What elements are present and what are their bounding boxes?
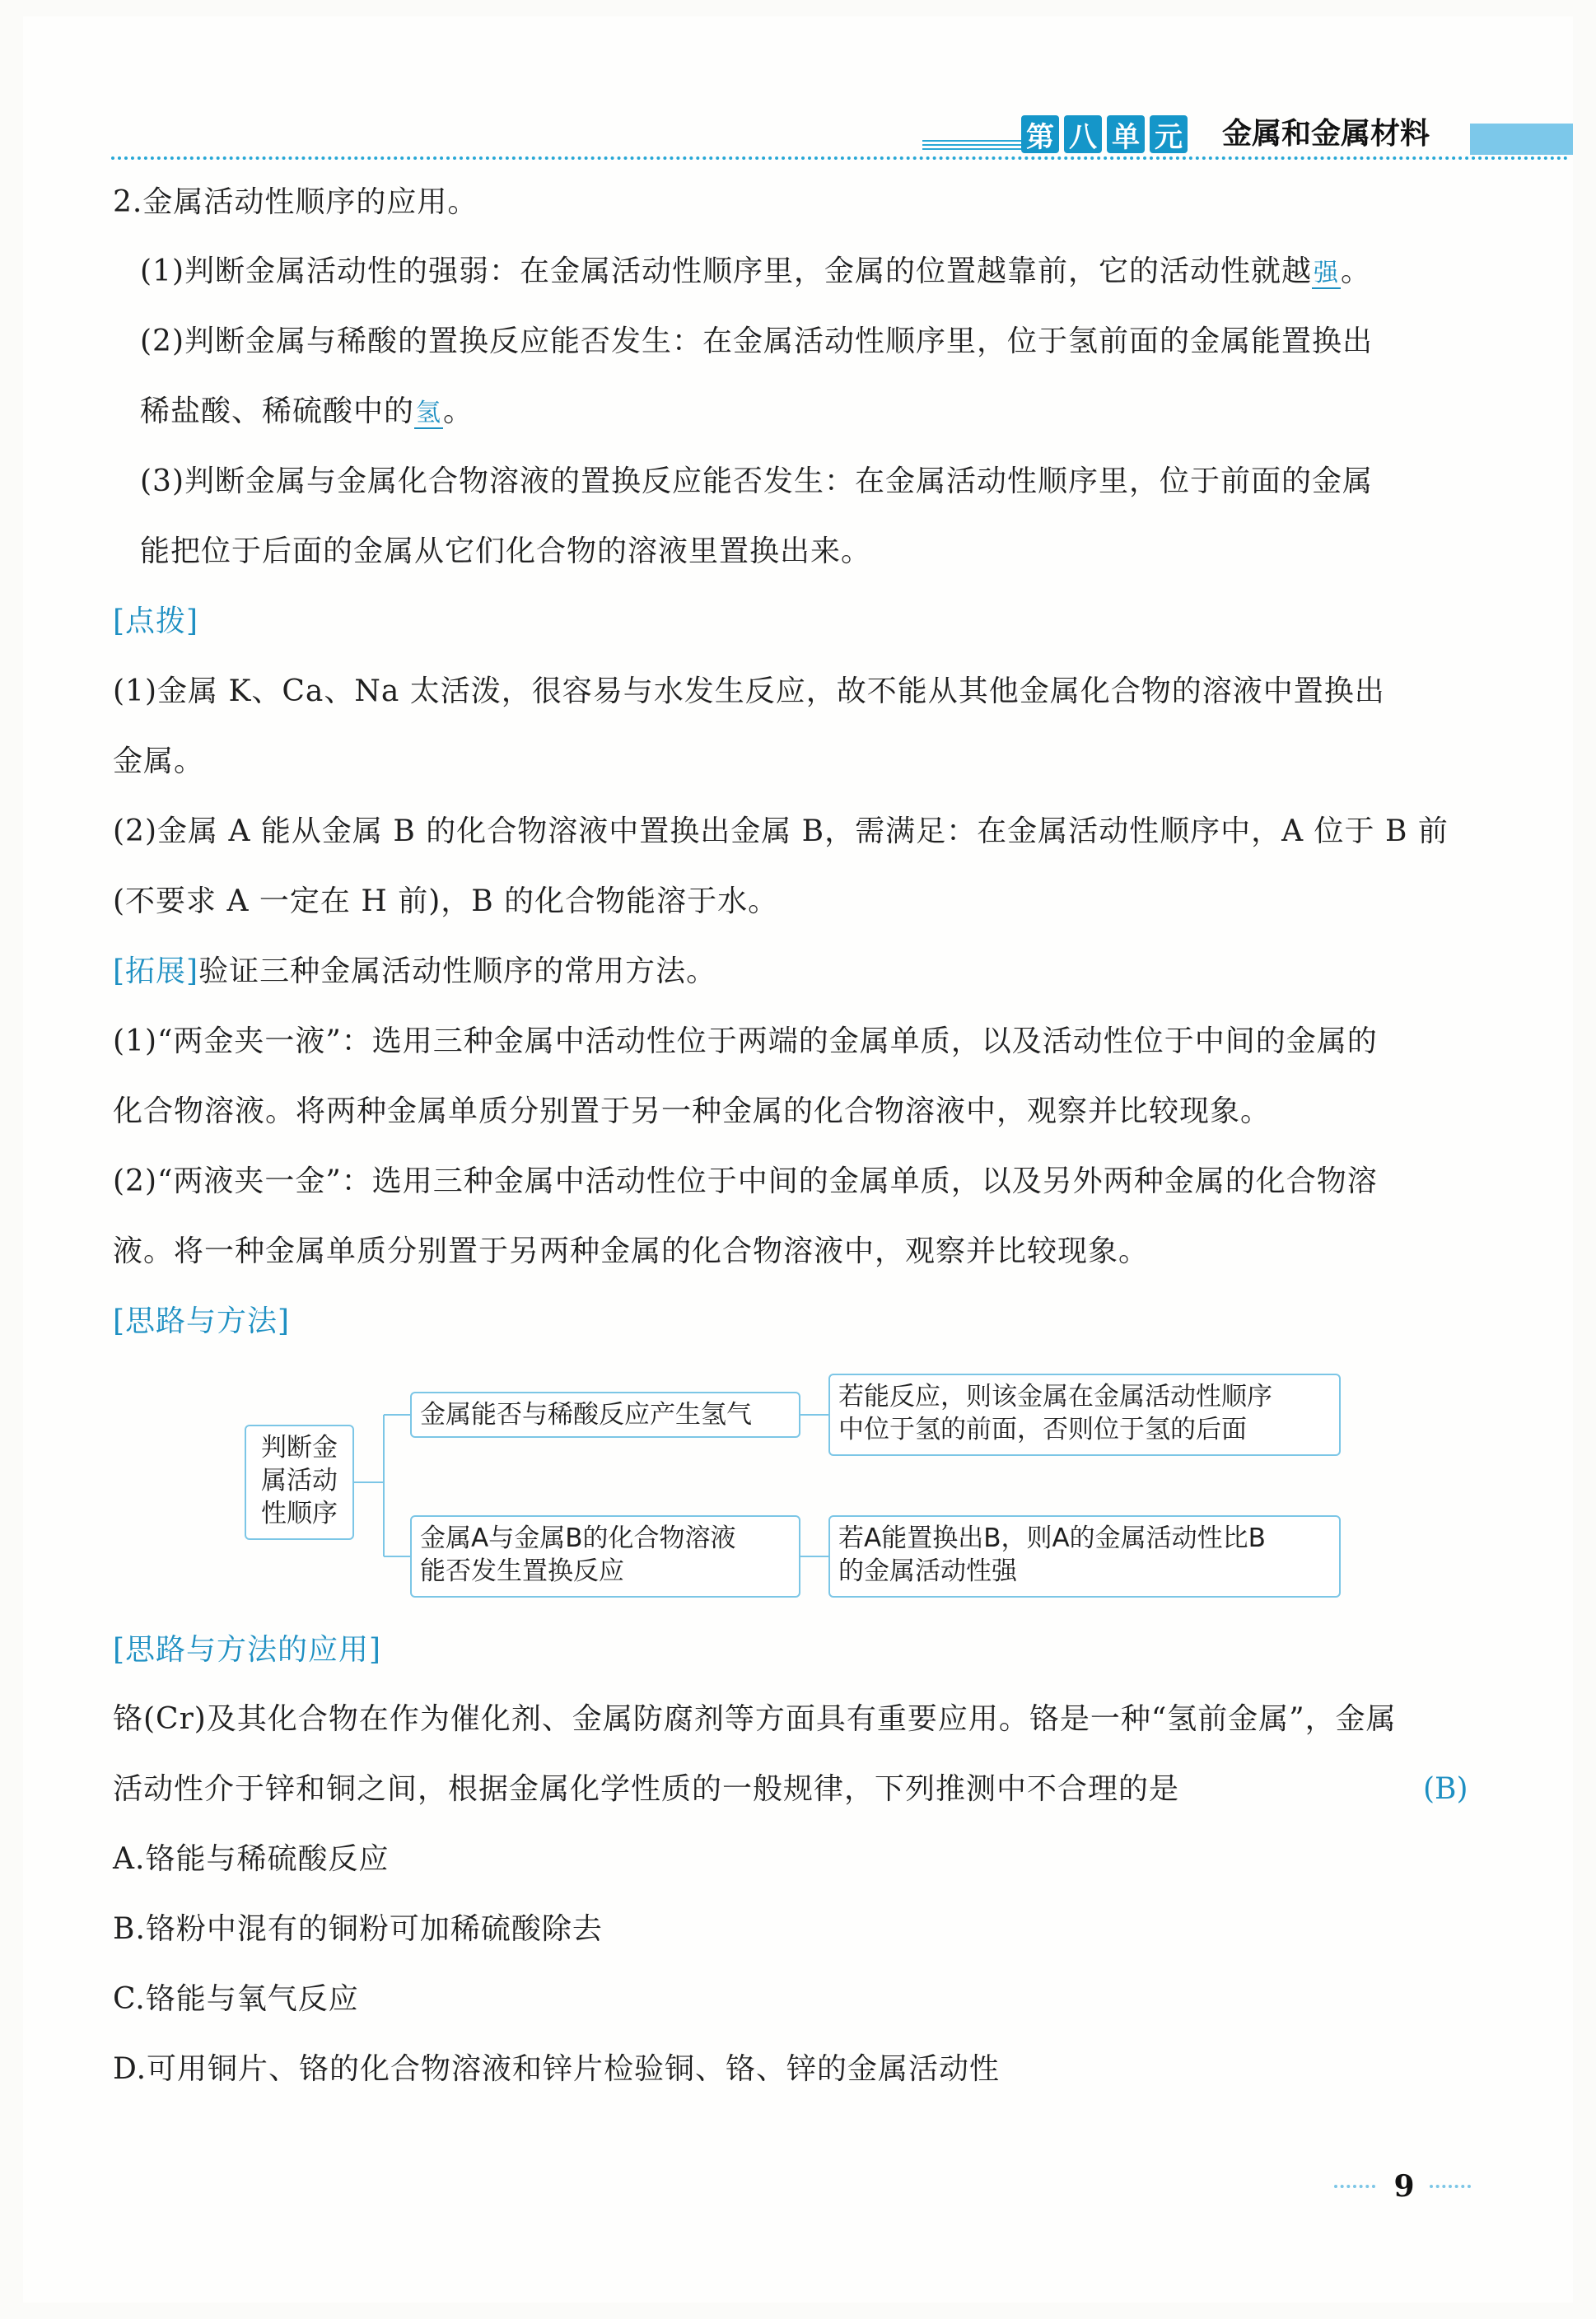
extension-intro: 验证三种金属活动性顺序的常用方法。 (198, 954, 717, 988)
item1-answer: 强 (1314, 259, 1339, 287)
diagram-root: 判断金 属活动 性顺序 (245, 1425, 354, 1540)
extension-p2-line2: 液。将一种金属单质分别置于另两种金属的化合物溶液中，观察并比较现象。 (113, 1234, 1150, 1268)
unit-badge: 元 (1150, 115, 1188, 153)
unit-badge: 八 (1064, 115, 1102, 153)
page-number-dots-right (1430, 2185, 1471, 2188)
section-heading: 2.金属活动性顺序的应用。 (113, 185, 478, 219)
page-number: 9 (1393, 2169, 1415, 2204)
item2-text: 稀盐酸、稀硫酸中的 (140, 394, 415, 428)
option-d: D.可用铜片、铬的化合物溶液和锌片检验铜、铬、锌的金属活动性 (113, 2052, 1001, 2086)
diagram-result2: 若A能置换出B，则A的金属活动性比B 的金属活动性强 (828, 1515, 1341, 1598)
page-number-block (1334, 2166, 1474, 2207)
item1-end: 。 (1341, 254, 1372, 288)
question-line2: 活动性介于锌和铜之间，根据金属化学性质的一般规律，下列推测中不合理的是 (113, 1772, 1180, 1806)
item3-line2: 能把位于后面的金属从它们化合物的溶液里置换出来。 (140, 534, 872, 568)
option-c: C.铬能与氧气反应 (113, 1982, 359, 2016)
option-a: A.铬能与稀硫酸反应 (113, 1842, 390, 1876)
tips-p1-line1: (1)金属 K、Ca、Na 太活泼，很容易与水发生反应，故不能从其他金属化合物的溶液中置换出 (113, 674, 1385, 708)
method-tag: [思路与方法] (113, 1304, 291, 1338)
tips-p2-line1: (2)金属 A 能从金属 B 的化合物溶液中置换出金属 B，需满足：在金属活动性顺序中，A 位于 B 前 (113, 814, 1449, 848)
extension-tag: [拓展] (113, 954, 199, 988)
item3-line1: (3)判断金属与金属化合物溶液的置换反应能否发生：在金属活动性顺序里，位于前面的金属 (140, 464, 1373, 498)
diagram-result1: 若能反应，则该金属在金属活动性顺序 中位于氢的前面，否则位于氢的后面 (828, 1374, 1341, 1456)
extension-line (113, 952, 716, 992)
header-decoration-lines (922, 140, 1021, 153)
item1-text: (1)判断金属活动性的强弱：在金属活动性顺序里，金属的位置越靠前，它的活动性就越 (140, 254, 1312, 288)
tips-p1-line2: 金属。 (113, 744, 205, 778)
extension-p2-line1: (2)“两液夹一金”：选用三种金属中活动性位于中间的金属单质，以及另外两种金属的化合物溶 (113, 1164, 1378, 1198)
item2-answer: 氢 (416, 399, 442, 427)
question-answer: (B) (1423, 1772, 1468, 1806)
diagram-branch1: 金属能否与稀酸反应产生氢气 (410, 1392, 800, 1438)
unit-badges (1021, 115, 1188, 153)
page-number-dots-left (1334, 2185, 1375, 2188)
item2-end: 。 (443, 394, 474, 428)
header-color-bar (1470, 124, 1573, 155)
application-tag: [思路与方法的应用] (113, 1633, 382, 1667)
question-line1: 铬(Cr)及其化合物在作为催化剂、金属防腐剂等方面具有重要应用。铬是一种“氢前金属”，金属 (113, 1702, 1397, 1736)
unit-badge: 第 (1021, 115, 1059, 153)
extension-p1-line1: (1)“两金夹一液”：选用三种金属中活动性位于两端的金属单质，以及活动性位于中间的金属的 (113, 1024, 1378, 1058)
item2-line1: (2)判断金属与稀酸的置换反应能否发生：在金属活动性顺序里，位于氢前面的金属能置换出 (140, 324, 1373, 358)
diagram-branch2: 金属A与金属B的化合物溶液 能否发生置换反应 (410, 1515, 800, 1598)
item2-line2 (140, 392, 474, 433)
tips-p2-line2: (不要求 A 一定在 H 前)，B 的化合物能溶于水。 (113, 884, 779, 918)
extension-p1-line2: 化合物溶液。将两种金属单质分别置于另一种金属的化合物溶液中，观察并比较现象。 (113, 1094, 1272, 1128)
tips-tag: [点拨] (113, 604, 199, 638)
header-divider (111, 156, 1569, 160)
option-b: B.铬粉中混有的铜粉可加稀硫酸除去 (113, 1912, 603, 1946)
unit-badge: 单 (1107, 115, 1145, 153)
unit-title: 金属和金属材料 (1222, 117, 1430, 151)
item1-line (140, 252, 1371, 293)
